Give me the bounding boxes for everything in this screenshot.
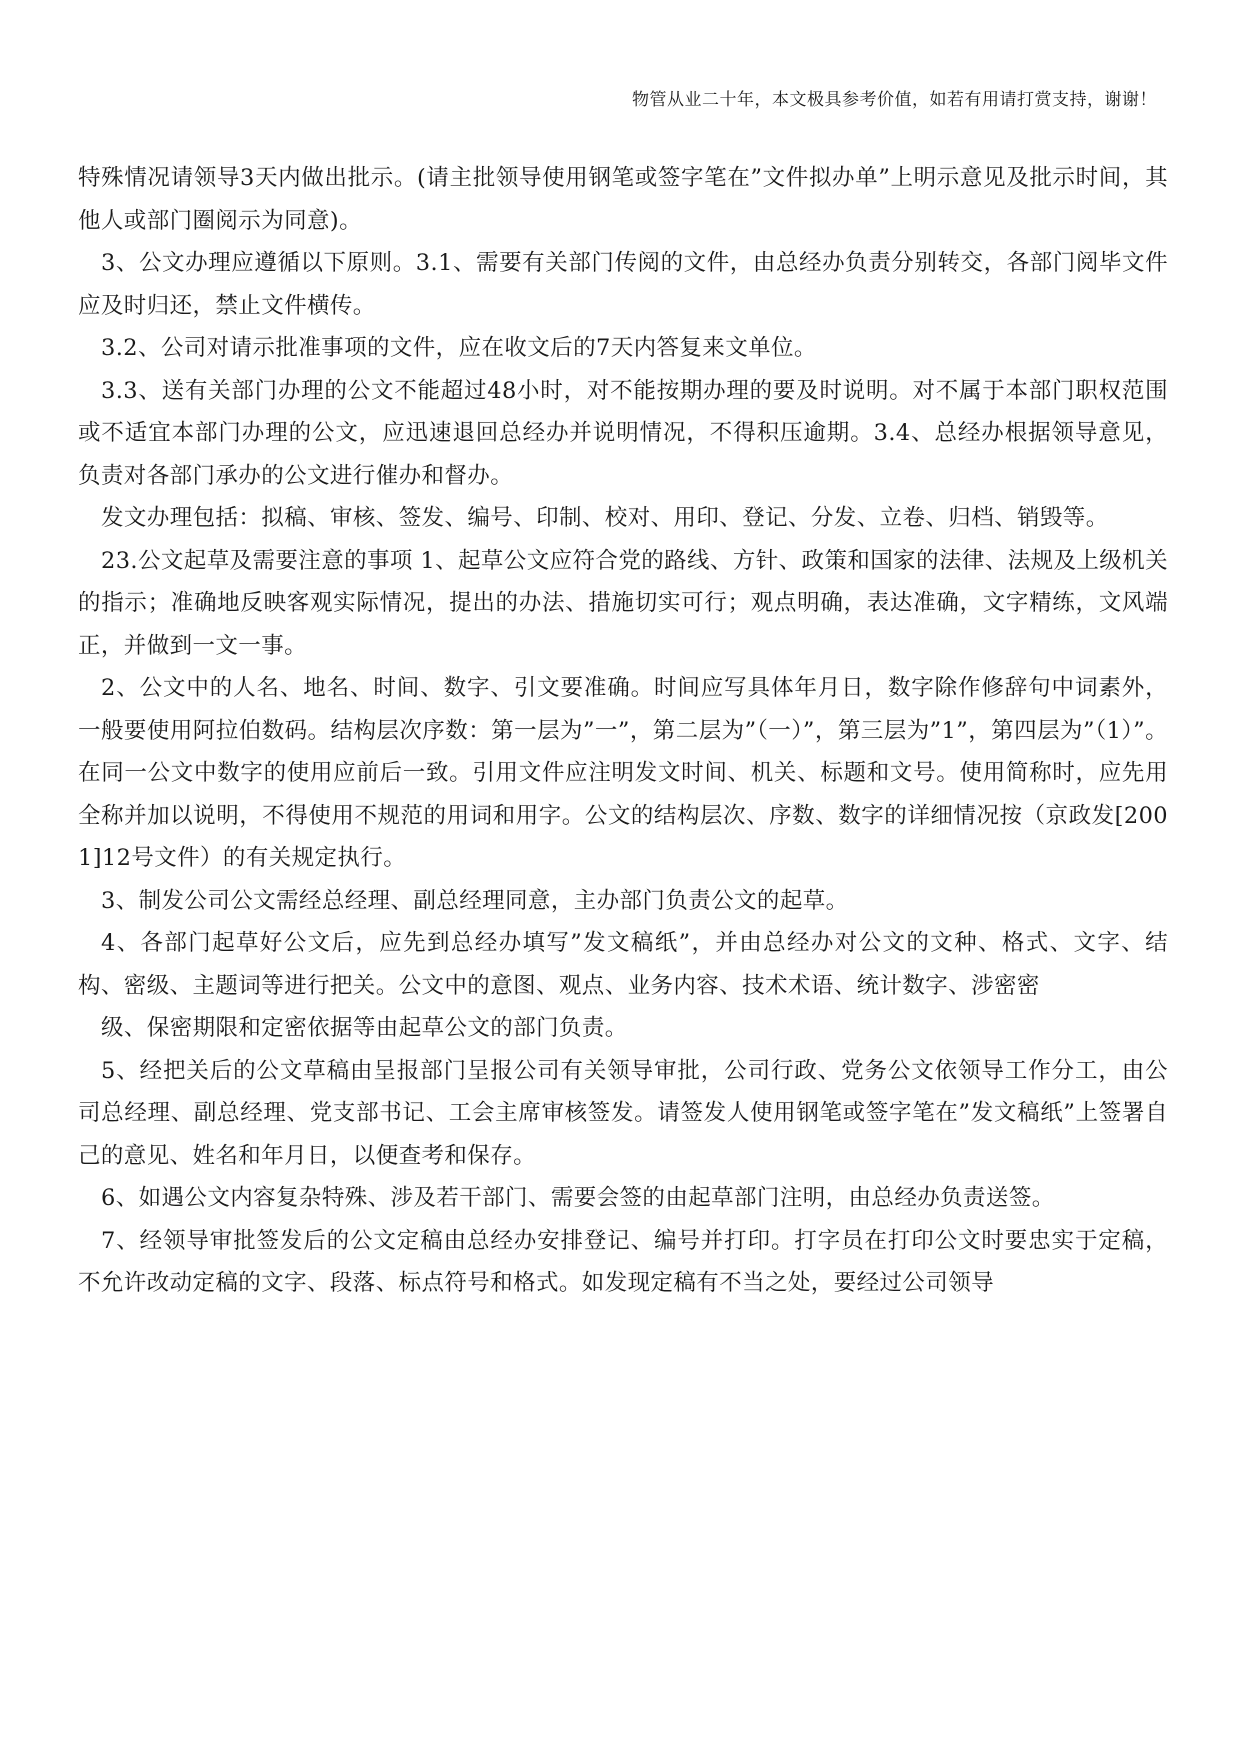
- paragraph: 级、保密期限和定密依据等由起草公文的部门负责。: [101, 1015, 628, 1041]
- paragraph: 6、如遇公文内容复杂特殊、涉及若干部门、需要会签的由起草部门注明，由总经办负责送签。: [101, 1185, 1055, 1211]
- paragraph: 3.2、公司对请示批准事项的文件，应在收文后的7天内答复来文单位。: [101, 335, 817, 361]
- paragraph: 3、公文办理应遵循以下原则。3.1、需要有关部门传阅的文件，由总经办负责分别转交，各部门阅毕文件应及时归还，禁止文件横传。: [78, 250, 1168, 319]
- paragraph: 3、制发公司公文需经总经理、副总经理同意，主办部门负责公文的起草。: [101, 887, 849, 914]
- header-note: 物管从业二十年，本文极具参考价值，如若有用请打赏支持，谢谢！: [632, 90, 1157, 110]
- paragraph: 5、经把关后的公文草稿由呈报部门呈报公司有关领导审批，公司行政、党务公文依领导工作分工，由公司总经理、副总经理、党支部书记、工会主席审核签发。请签发人使用钢笔或签字笔在”发文稿纸”上签署自己的意见、姓名和年月日，以便查考和保存。: [78, 1057, 1168, 1169]
- paragraph: 7、经领导审批签发后的公文定稿由总经办安排登记、编号并打印。打字员在打印公文时要忠实于定稿，不允许改动定稿的文字、段落、标点符号和格式。如发现定稿有不当之处，要经过公司领导: [78, 1227, 1168, 1296]
- paragraph: 特殊情况请领导3天内做出批示。(请主批领导使用钢笔或签字笔在”文件拟办单”上明示意见及批示时间，其他人或部门圈阅示为同意)。: [78, 165, 1168, 234]
- paragraph: 发文办理包括：拟稿、审核、签发、编号、印制、校对、用印、登记、分发、立卷、归档、销毁等。: [101, 505, 1109, 531]
- paragraph: 2、公文中的人名、地名、时间、数字、引文要准确。时间应写具体年月日，数字除作修辞句中词素外，一般要使用阿拉伯数码。结构层次序数：第一层为”一”，第二层为”（一）”，第三层为”1”，第四层为”（1）”。在同一公文中数字的使用应前后一致。引用文件应注明发文时间、机关、标题和文号。使用简称时，应先用全称并加以说明，不得使用不规范的用词和用字。公文的结构层次、序数、数字的详细情况按（京政发[2001]12号文件）的有关规定执行。: [78, 675, 1168, 871]
- paragraph: 23.公文起草及需要注意的事项 1、起草公文应符合党的路线、方针、政策和国家的法律、法规及上级机关的指示；准确地反映客观实际情况，提出的办法、措施切实可行；观点明确，表达准确，文字精练，文风端正，并做到一文一事。: [78, 547, 1168, 659]
- paragraph: 4、各部门起草好公文后，应先到总经办填写”发文稿纸”，并由总经办对公文的文种、格式、文字、结构、密级、主题词等进行把关。公文中的意图、观点、业务内容、技术术语、统计数字、涉密密: [78, 930, 1168, 999]
- paragraph: 3.3、送有关部门办理的公文不能超过48小时，对不能按期办理的要及时说明。对不属于本部门职权范围或不适宜本部门办理的公文，应迅速退回总经办并说明情况，不得积压逾期。3.4、总经办根据领导意见，负责对各部门承办的公文进行催办和督办。: [78, 377, 1168, 489]
- document-body: [78, 157, 1168, 1305]
